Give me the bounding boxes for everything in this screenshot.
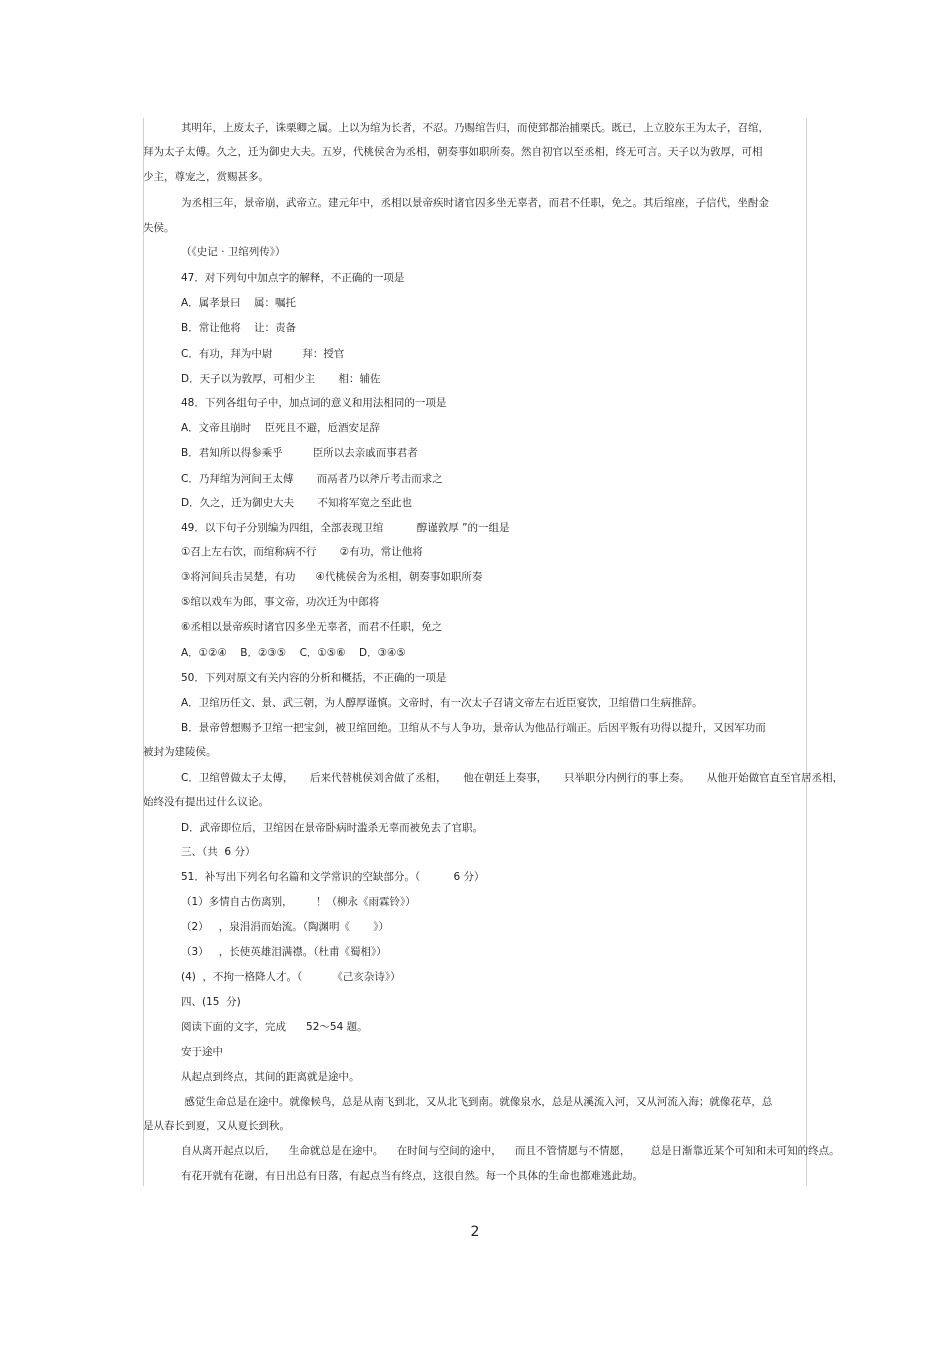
q51-blank-3: （3） ，长使英雄泪满襟。（杜甫《蜀相》） — [181, 946, 387, 958]
section-three-heading: 三、（共 6 分） — [181, 846, 256, 858]
right-margin-rule — [806, 118, 807, 1186]
q49-item-1-2: ①召上左右饮，而绾称病不行 ②有功，常让他将 — [181, 546, 423, 558]
q49-item-6: ⑥丞相以景帝疾时诸官囚多坐无辜者，而君不任职，免之 — [181, 621, 443, 633]
q50-option-b: B．景帝曾想赐予卫绾一把宝剑，被卫绾回绝。卫绾从不与人争功，景帝认为他品行端正。后因平叛有功得以提升，又因军功而 — [181, 722, 766, 734]
q50-option-c: C．卫绾曾做太子太傅， 后来代替桃侯刘舍做了丞相， 他在朝廷上奏事， 只举职分内例行的事上奏。 从他开始做官直至官居丞相， — [181, 772, 844, 784]
q51-blank-1: （1）多情自古伤离别， ！（柳永《雨霖铃》） — [181, 896, 416, 908]
q50-option-c-cont: 始终没有提出过什么议论。 — [143, 796, 269, 808]
reading-instruction: 阅读下面的文字，完成 52～54 题。 — [181, 1021, 368, 1033]
question-50: 50．下列对原文有关内容的分析和概括，不正确的一项是 — [181, 672, 447, 684]
q49-options: A．①②④ B．②③⑤ C．①⑤⑥ D．③④⑤ — [181, 647, 406, 659]
left-margin-rule — [143, 118, 144, 1186]
q47-option-c: C．有功，拜为中尉 拜：授官 — [181, 348, 345, 360]
q49-item-3-4: ③将河间兵击吴楚，有功 ④代桃侯舍为丞相，朝奏事如职所奏 — [181, 571, 483, 583]
question-47: 47．对下列句中加点字的解释，不正确的一项是 — [181, 272, 405, 284]
essay-paragraph-2-cont: 是从春长到夏，又从夏长到秋。 — [143, 1120, 290, 1132]
source-citation: （《史记 · 卫绾列传》） — [181, 246, 286, 258]
text-line-2: 拜为太子太傅。久之，迁为御史大夫。五岁，代桃侯舍为丞相，朝奏事如职所奏。然自初官以至丞相，终无可言。天子以为敦厚，可相 — [143, 146, 763, 158]
question-51: 51．补写出下列名句名篇和文学常识的空缺部分。（ 6 分） — [181, 871, 485, 883]
text-line-5: 失侯。 — [143, 222, 175, 234]
text-line-3: 少主，尊宠之，赏赐甚多。 — [143, 171, 269, 183]
section-four-heading: 四、(15 分) — [181, 996, 241, 1008]
essay-paragraph-2: 感觉生命总是在途中。就像候鸟，总是从南飞到北，又从北飞到南。就像泉水，总是从溪流入河，又从河流入海；就像花草，总 — [181, 1096, 773, 1108]
page-number: 2 — [470, 1224, 480, 1240]
essay-title: 安于途中 — [181, 1046, 223, 1058]
essay-paragraph-4: 有花开就有花谢，有日出总有日落，有起点当有终点，这很自然。每一个具体的生命也都难逃此劫。 — [181, 1170, 643, 1182]
question-48: 48．下列各组句子中，加点词的意义和用法相同的一项是 — [181, 397, 447, 409]
q47-option-b: B．常让他将 让：责备 — [181, 322, 297, 334]
text-line-1: 其明年，上废太子，诛栗卿之属。上以为绾为长者，不忍。乃赐绾告归，而使郅都治捕栗氏。既已，上立胶东王为太子，召绾， — [181, 122, 769, 134]
q50-option-a: A．卫绾历任文、景、武三朝，为人醇厚谨慎。文帝时，有一次太子召请文帝左右近臣宴饮，卫绾借口生病推辞。 — [181, 697, 703, 709]
q51-blank-4: (4) ，不拘一格降人才。（ 《己亥杂诗》） — [181, 971, 401, 983]
q48-option-a: A．文帝且崩时 臣死且不避，卮酒安足辞 — [181, 422, 381, 434]
q48-option-b: B．君知所以得参乘乎 臣所以去亲戚而事君者 — [181, 447, 418, 459]
q47-option-a: A．属孝景曰 属：嘱托 — [181, 297, 297, 309]
essay-paragraph-1: 从起点到终点，其间的距离就是途中。 — [181, 1071, 360, 1083]
q50-option-b-cont: 被封为建陵侯。 — [143, 746, 217, 758]
q47-option-d: D．天子以为敦厚，可相少主 相：辅佐 — [181, 373, 381, 385]
q48-option-c: C．乃拜绾为河间王太傅 而鬲者乃以斧斤考击而求之 — [181, 473, 443, 485]
q50-option-d: D．武帝即位后，卫绾因在景帝卧病时滥杀无辜而被免去了官职。 — [181, 822, 484, 834]
q51-blank-2: （2） ，泉涓涓而始流。（陶渊明《 》） — [181, 921, 390, 933]
q49-item-5: ⑤绾以戏车为郎，事文帝，功次迁为中郎将 — [181, 596, 380, 608]
q48-option-d: D．久之，迁为御史大夫 不知将军宽之至此也 — [181, 497, 412, 509]
essay-paragraph-3: 自从离开起点以后， 生命就总是在途中。 在时间与空间的途中， 而且不管情愿与不情愿， 总是日渐靠近某个可知和未可知的终点。 — [181, 1145, 840, 1157]
question-49: 49．以下句子分别编为四组，全部表现卫绾 醇谨敦厚 ”的一组是 — [181, 522, 510, 534]
text-line-4: 为丞相三年，景帝崩，武帝立。建元年中，丞相以景帝疾时诸官囚多坐无辜者，而君不任职，免之。其后绾座，子信代，坐酎金 — [181, 197, 769, 209]
